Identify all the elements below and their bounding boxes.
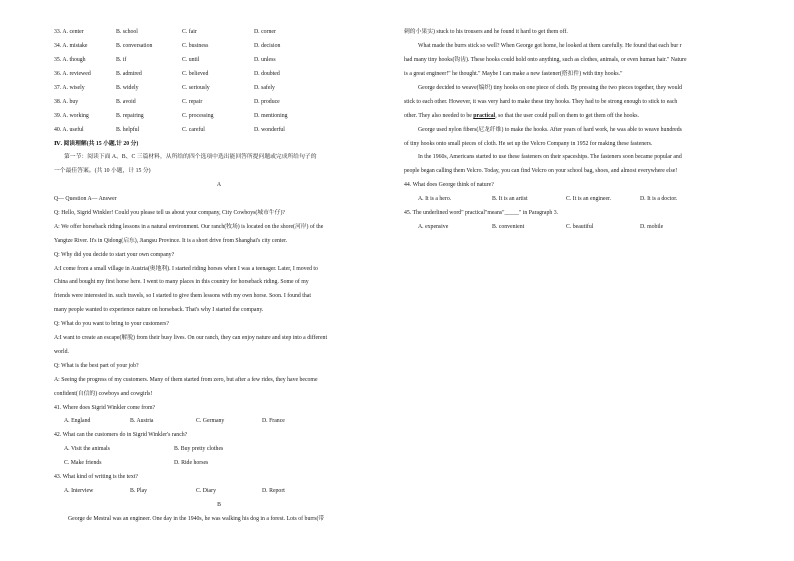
option-a-text: A. buy <box>62 98 79 105</box>
option-a: 35. A. though <box>54 57 86 64</box>
question-option: D. France <box>262 418 285 425</box>
passage-a-line: friends were interested in. such travels, so I started to give them lessons with my own horse. Soon. I found that <box>54 293 311 300</box>
option-b: B. avoid <box>116 98 136 105</box>
question-number: 37 <box>54 85 60 92</box>
question-stem: 43. What kind of writing is the text? <box>54 473 138 480</box>
question-number: 35 <box>54 57 60 64</box>
cloze-row-36 <box>54 68 384 82</box>
passage-a-line: many people wanted to experience nature on horseback. That's why I started the company. <box>54 307 264 314</box>
option-b: B. conversation <box>116 43 153 50</box>
option-c: C. repair <box>182 98 203 105</box>
option-d: D. decision <box>254 43 281 50</box>
passage-b-line: people began calling them Velcro. Today, you can find Velcro on your school bag, shoes, and almost everywhere else! <box>404 168 678 175</box>
question-options <box>54 484 384 498</box>
question-options <box>404 220 744 234</box>
option-c: C. fair <box>182 29 197 36</box>
question-number: 38 <box>54 98 60 105</box>
question-option: B. It is an artist <box>492 196 528 203</box>
cloze-row-34 <box>54 40 384 54</box>
question-stem: 44. What does George think of nature? <box>404 182 494 189</box>
option-a-text: A. useful <box>62 126 84 133</box>
option-a-text: A. center <box>62 29 84 36</box>
option-c: C. processing <box>182 112 214 119</box>
question-options <box>54 457 384 471</box>
cloze-row-35 <box>54 54 384 68</box>
question-option: B. convenient <box>492 223 525 230</box>
option-a: 36. A. reviewed <box>54 71 91 78</box>
passage-b-first-line: George de Mestral was an engineer. One day in the 1940s, he was walking his dog in a forest. Lots of burrs(带 <box>68 515 325 522</box>
passage-a-line: Q: Hello, Sigrid Winkler! Could you please tell us about your company, City Cowboys(城市牛仔)? <box>54 210 285 217</box>
option-d: D. mentioning <box>254 112 288 119</box>
option-b: B. admired <box>116 71 142 78</box>
option-d: D. unless <box>254 57 276 64</box>
question-option: C. Germany <box>196 418 225 425</box>
option-a: 37. A. wisely <box>54 85 85 92</box>
question-number: 36 <box>54 71 60 78</box>
option-a-text: A. working <box>62 112 89 119</box>
question-option: B. Buy pretty clothes <box>174 446 224 453</box>
question-stem: 45. The underlined word" practical"means"_____" in Paragraph 3. <box>404 210 559 217</box>
cloze-options <box>54 26 384 137</box>
question-option: B. Austria <box>130 418 154 425</box>
passage-a-line: A:I want to create an escape(解脱) from their busy lives. On our ranch, they can enjoy nature and step into a different <box>54 335 328 342</box>
passage-b-practical-line <box>404 109 744 123</box>
passage-b-line: of tiny hooks onto small pieces of cloth. He set up the Velcro Company in 1952 for making these fasteners. <box>404 140 653 147</box>
question-stem: 41. Where does Sigrid Winkler come from? <box>54 404 156 411</box>
option-c: C. seriously <box>182 85 210 92</box>
cloze-row-37 <box>54 82 384 96</box>
option-b: B. repairing <box>116 112 144 119</box>
practical-post: , so that the user could pull on them to get them off the hooks. <box>495 112 640 119</box>
option-d: D. wonderful <box>254 126 285 133</box>
passage-a-line: Yangtze River. It's in Qidong(启东), Jiangsu Province. It is a short drive from Shanghai's city center. <box>54 237 288 244</box>
question-option: D. mobile <box>640 223 664 230</box>
passage-b-line: had many tiny hooks(钩齿). These hooks could hold onto anything, such as clothes, animals, or even human hair." Nature <box>404 57 687 64</box>
question-option: A. Visit the animals <box>64 446 110 453</box>
option-b: B. if <box>116 57 127 64</box>
passage-a-line: Q: What do you want to bring to your customers? <box>54 321 170 328</box>
passage-a-line: Q: Why did you decide to start your own company? <box>54 251 175 258</box>
option-c: C. until <box>182 57 200 64</box>
option-d: D. doubted <box>254 71 280 78</box>
question-number: 33 <box>54 29 60 36</box>
option-d: D. corner <box>254 29 276 36</box>
question-number: 40 <box>54 126 60 133</box>
option-a-text: A. reviewed <box>62 71 91 78</box>
question-options <box>54 415 384 429</box>
section-instruction: 第一节：阅读下面 A、B、C 三篇材料，从所给的四个选项中选出能回答所提问题或完成所给句子的 <box>64 154 317 161</box>
passage-b-line: In the 1960s, Americans started to use these fasteners on their spaceships. The fasteners soon became popular and <box>418 154 682 161</box>
question-option: A. expensive <box>418 223 449 230</box>
passage-a-label: A <box>216 182 222 189</box>
section-title: Ⅳ. 阅读理解(共 15 小题,计 20 分) <box>54 140 139 147</box>
option-a: 38. A. buy <box>54 98 79 105</box>
question-options <box>54 443 384 457</box>
question-option: A. It is a hero. <box>418 196 452 203</box>
question-option: C. Diary <box>196 487 216 494</box>
passage-a-line: A: Seeing the progress of my customers. Many of them started from zero, but after a few rides, they have become <box>54 376 318 383</box>
left-column <box>54 26 384 526</box>
cloze-row-40 <box>54 123 384 137</box>
passage-a-line: world. <box>54 348 69 355</box>
passage-b-line: What made the burrs stick so well? When George got home, he looked at them carefully. He found that each bur r <box>418 43 682 50</box>
passage-a-line: confident(自信的) cowboys and cowgirls! <box>54 390 153 397</box>
cloze-row-39 <box>54 109 384 123</box>
section-instruction-cont: 一个最佳答案。(共 10 小题，计 15 分) <box>54 168 151 175</box>
option-a-text: A. though <box>62 57 86 64</box>
option-b: B. school <box>116 29 138 36</box>
question-option: D. It is a doctor. <box>640 196 678 203</box>
question-option: D. Report <box>262 487 285 494</box>
practical-underlined-word: practical <box>473 112 496 119</box>
cloze-row-38 <box>54 95 384 109</box>
question-option: C. It is an engineer. <box>566 196 612 203</box>
question-options <box>404 193 744 207</box>
question-option: D. Ride horses <box>174 460 209 467</box>
passage-b-line: stick to each other. However, it was very hard to make these tiny hooks. They had to be strong enough to stick to each <box>404 98 678 105</box>
option-a-text: A. wisely <box>62 85 85 92</box>
question-number: 34 <box>54 43 60 50</box>
option-a: 39. A. working <box>54 112 89 119</box>
passage-b-line: is a great engineer!" he thought." Maybe I can make a new fastener(搭扣件) with tiny hooks." <box>404 71 623 78</box>
passage-a-line: Q: What is the best part of your job? <box>54 362 139 369</box>
passage-b-line: 刺的小果实) stuck to his trousers and he found it hard to get them off. <box>404 29 568 36</box>
option-a-text: A. mistake <box>62 43 88 50</box>
question-option: C. Make friends <box>64 460 102 467</box>
question-option: A. England <box>64 418 91 425</box>
passage-a-line: China and bought my first horse here. I went to many places in this country for horseback riding. Some of my <box>54 279 309 286</box>
option-d: D. safely <box>254 85 275 92</box>
option-c: C. careful <box>182 126 205 133</box>
passage-b-label: B <box>217 501 221 508</box>
passage-b-line: George decided to weave(编织) tiny hooks on one piece of cloth. By pressing the two pieces together, they would <box>418 85 682 92</box>
option-b: B. widely <box>116 85 139 92</box>
practical-pre: other. They also needed to be <box>404 112 474 119</box>
question-option: A. Interview <box>64 487 94 494</box>
qa-legend: Q— Question A— Answer <box>54 196 117 203</box>
passage-a-line: A: We offer horseback riding lessons in a natural environment. Our ranch(牧场) is located on the shore(河岸) of the <box>54 223 324 230</box>
question-number: 39 <box>54 112 60 119</box>
passage-a-line: A:I come from a small village in Austria(奥地利). I started riding horses when I was a teenager. Later, I moved to <box>54 265 318 272</box>
option-b: B. helpful <box>116 126 140 133</box>
question-option: C. beautiful <box>566 223 594 230</box>
option-d: D. produce <box>254 98 280 105</box>
option-a: 34. A. mistake <box>54 43 88 50</box>
option-c: C. believed <box>182 71 209 78</box>
option-a: 33. A. center <box>54 29 84 36</box>
right-column <box>404 26 744 234</box>
question-stem: 42. What can the customers do in Sigrid Winkler's ranch? <box>54 432 188 439</box>
passage-b-line: George used nylon fibers(尼龙纤维) to make the hooks. After years of hard work, he was able to weave hundreds <box>418 126 682 133</box>
option-a: 40. A. useful <box>54 126 84 133</box>
question-option: B. Play <box>130 487 148 494</box>
cloze-row-33 <box>54 26 384 40</box>
option-c: C. business <box>182 43 209 50</box>
